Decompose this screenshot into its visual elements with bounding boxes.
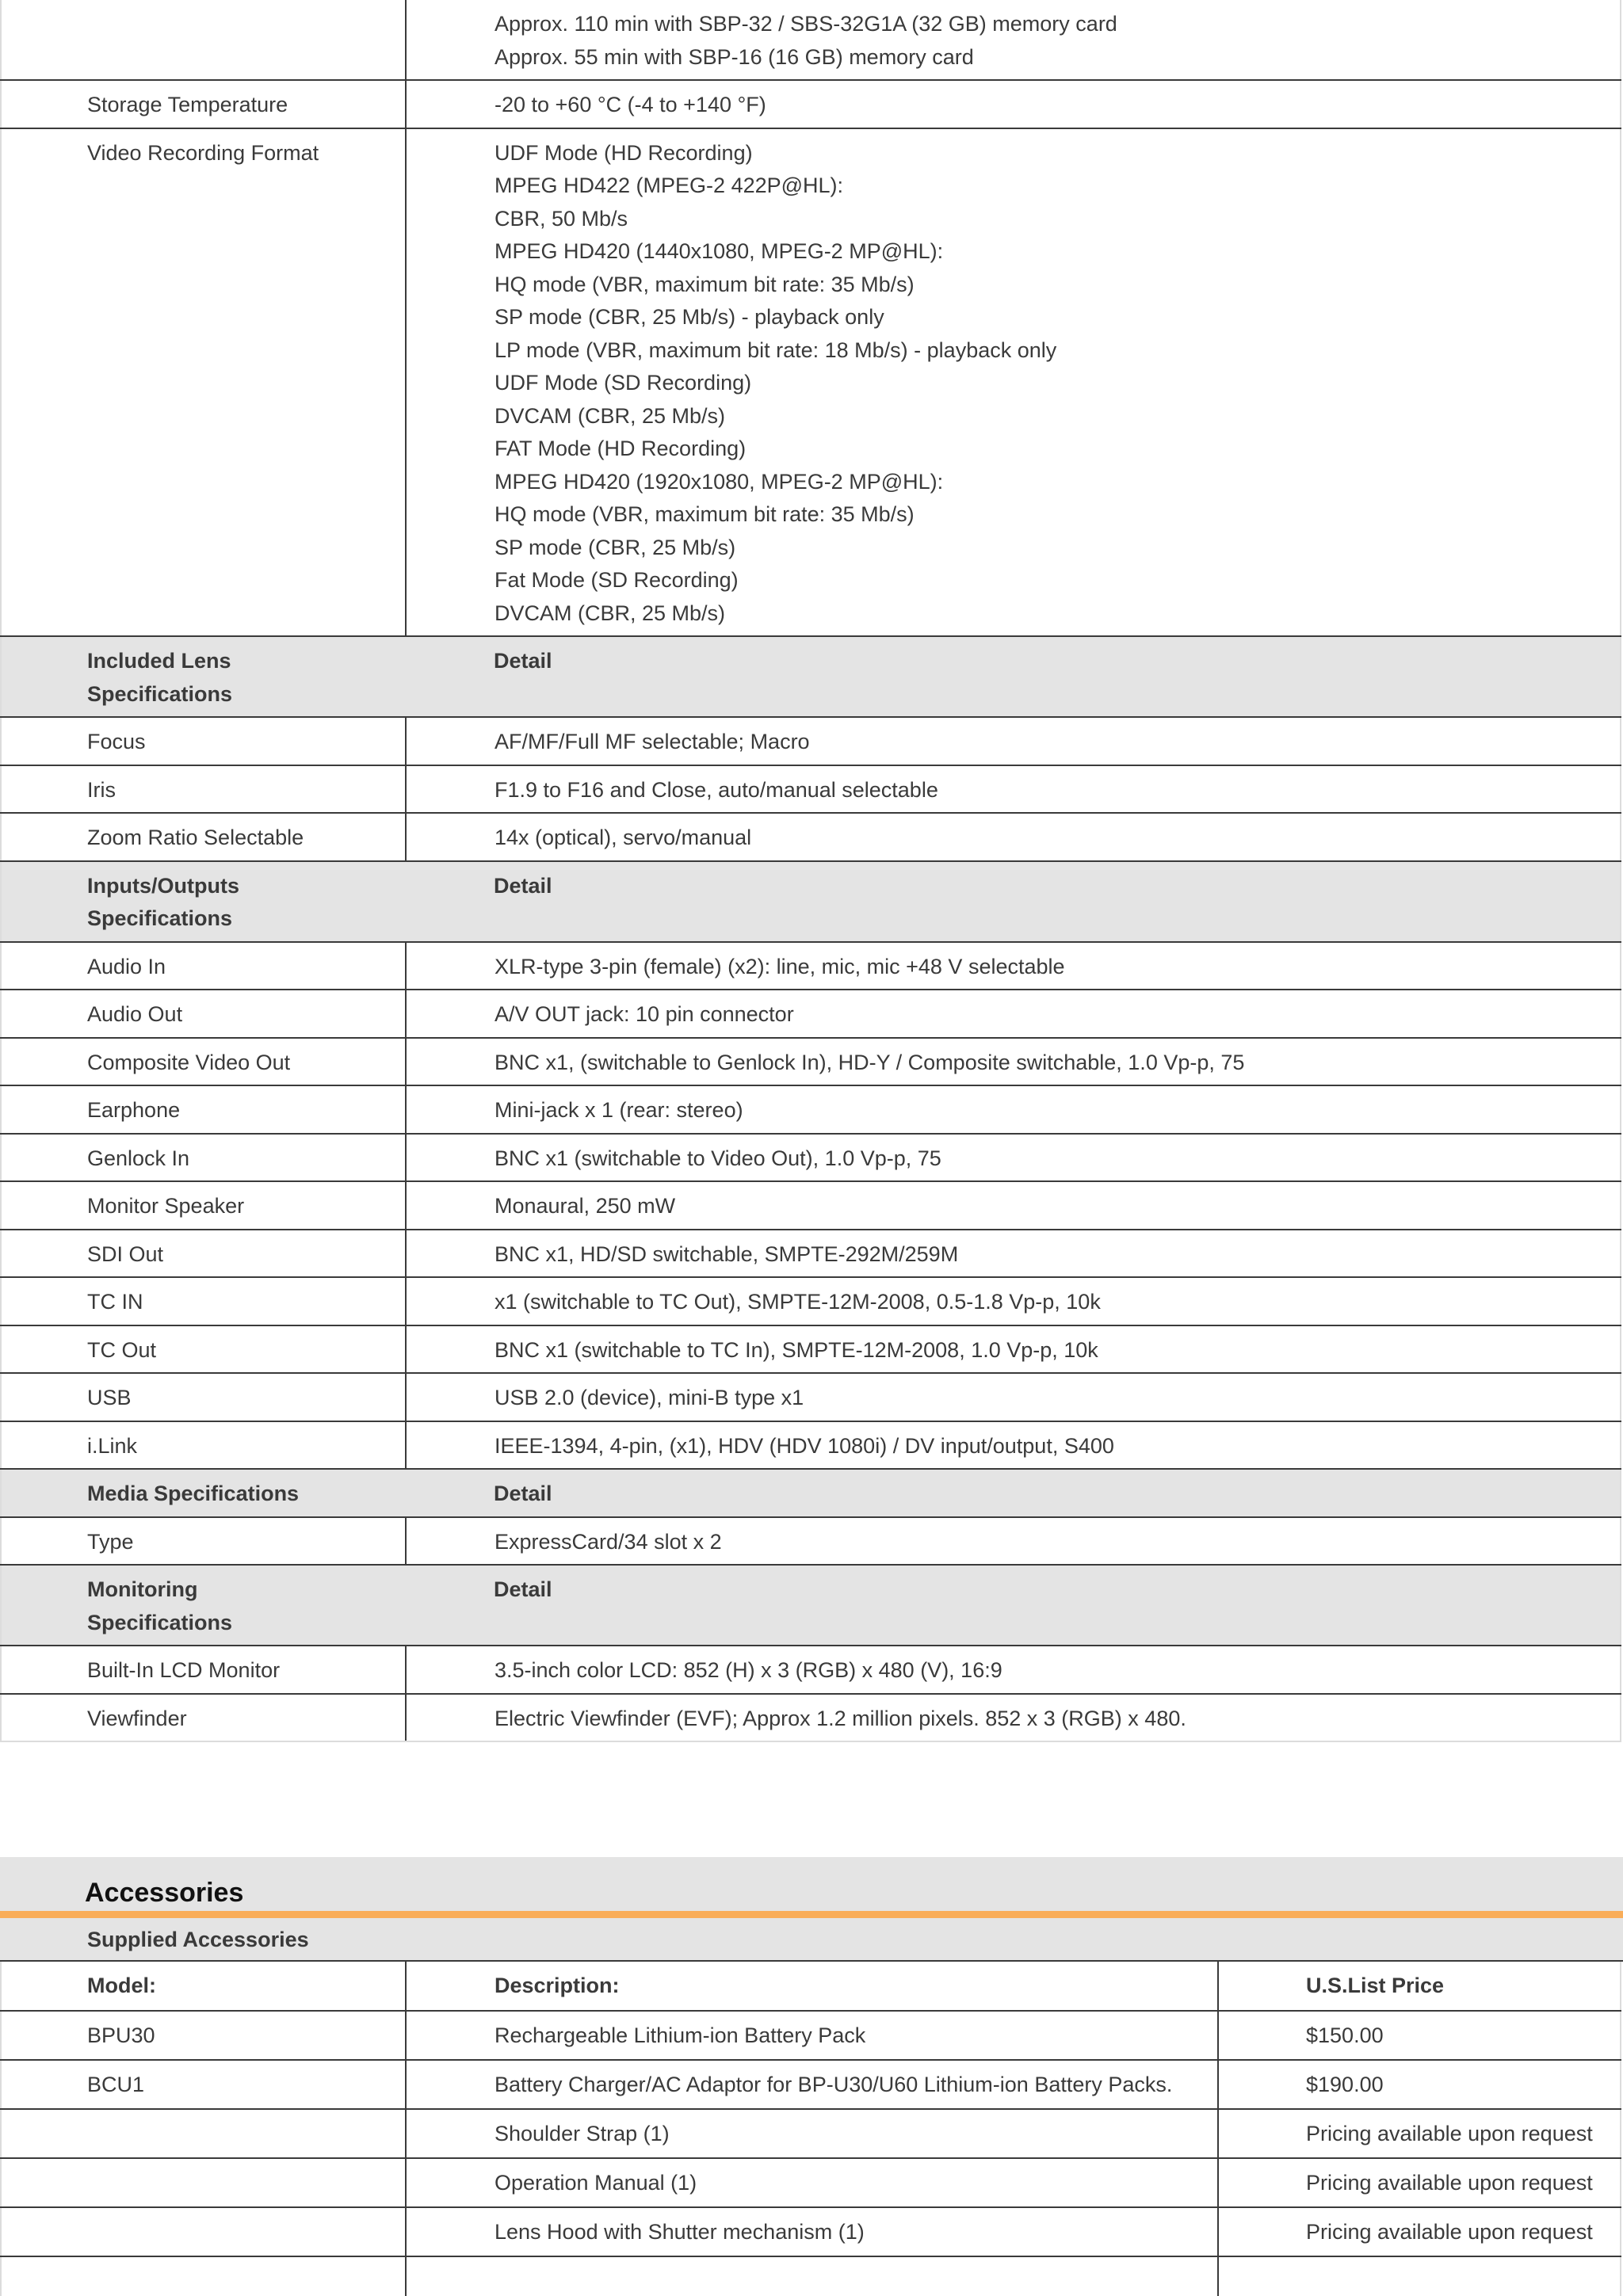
- cell-content: [495, 1182, 1620, 1229]
- spec-label: Focus: [87, 730, 146, 753]
- spec-value-line: F1.9 to F16 and Close, auto/manual selectable: [495, 777, 938, 802]
- cell-content: [495, 1326, 1620, 1373]
- spec-value-line: IEEE-1394, 4-pin, (x1), HDV (HDV 1080i) / DV input/output, S400: [495, 1433, 1114, 1458]
- spec-value-line: XLR-type 3-pin (female) (x2): line, mic, mic +48 V selectable: [495, 954, 1065, 978]
- spec-label-cell: [1, 1134, 406, 1182]
- spec-label-cell: [1, 1085, 406, 1134]
- spec-value-cell: [406, 717, 1621, 765]
- cell-content: [495, 1518, 1620, 1565]
- accessory-model: [1, 2207, 406, 2256]
- spec-row: [1, 1038, 1621, 1086]
- spec-label: i.Link: [87, 1433, 138, 1458]
- spec-label: SDI Out: [87, 1241, 164, 1266]
- section-detail-cell: [406, 1469, 1621, 1517]
- spec-section-header: [1, 1565, 1621, 1646]
- spec-value-cell: [406, 1325, 1621, 1374]
- accessory-row: [1, 2207, 1621, 2256]
- spec-value-line: BNC x1, HD/SD switchable, SMPTE-292M/259M: [495, 1241, 959, 1266]
- accessory-model: [1, 2109, 406, 2158]
- spec-value-cell: [406, 813, 1621, 861]
- spec-value-cell: [406, 1181, 1621, 1230]
- spec-value-line: -20 to +60 °C (-4 to +140 °F): [495, 93, 766, 116]
- spec-label: Viewfinder: [87, 1706, 187, 1730]
- spec-row: [1, 1421, 1621, 1470]
- cell-content: [495, 990, 1620, 1037]
- spec-value-line: CBR, 50 Mb/s: [495, 206, 628, 231]
- section-detail-label: Detail: [494, 1577, 552, 1601]
- accessory-description: Shoulder Strap (1): [406, 2109, 1218, 2158]
- model-column-header: Model:: [1, 1962, 406, 2011]
- spec-label: Earphone: [87, 1098, 181, 1122]
- cell-content: [495, 1039, 1620, 1085]
- cell-content: [495, 1278, 1620, 1325]
- accessory-price: Pricing available upon request: [1218, 2109, 1621, 2158]
- cell-content: [87, 1518, 405, 1565]
- spec-section-header: [1, 1469, 1621, 1517]
- spec-row: [1, 1694, 1621, 1742]
- spec-row: [1, 1181, 1621, 1230]
- spec-value-cell: [406, 1646, 1621, 1694]
- spec-label: Type: [87, 1529, 134, 1554]
- cell-content: [87, 1039, 405, 1085]
- spec-value-line: ExpressCard/34 slot x 2: [495, 1529, 722, 1554]
- cell-content: [495, 0, 1620, 79]
- accessory-description: Operation Manual (1): [406, 2158, 1218, 2207]
- spec-section-header: [1, 861, 1621, 942]
- spec-label-cell: [1, 1277, 406, 1325]
- spec-row: [1, 942, 1621, 990]
- cell-content: [87, 1646, 405, 1693]
- section-title-cell: [1, 636, 406, 717]
- spec-label: Monitor Speaker: [87, 1194, 245, 1218]
- cell-content: [87, 766, 405, 813]
- spec-value-line: USB 2.0 (device), mini-B type x1: [495, 1386, 804, 1409]
- spec-value-line: BNC x1 (switchable to Video Out), 1.0 Vp-p, 75: [495, 1146, 941, 1170]
- specifications-body: [1, 0, 1621, 1741]
- spec-row: [1, 1517, 1621, 1566]
- cell-content: [494, 862, 1620, 909]
- section-detail-cell: [406, 1565, 1621, 1646]
- spec-label-cell: [1, 1181, 406, 1230]
- accessory-model: [1, 2158, 406, 2207]
- spec-label-cell: [1, 1038, 406, 1086]
- cell-content: [495, 1695, 1620, 1741]
- accessories-table: [0, 1962, 1621, 2296]
- accessory-row: [1, 2158, 1621, 2207]
- cell-content: [87, 129, 405, 176]
- spec-value-line: Electric Viewfinder (EVF); Approx 1.2 million pixels. 852 x 3 (RGB) x 480.: [495, 1706, 1186, 1730]
- section-title-line: Media Specifications: [87, 1482, 300, 1505]
- spec-value-line: x1 (switchable to TC Out), SMPTE-12M-2008, 0.5-1.8 Vp-p, 10k: [495, 1290, 1101, 1314]
- spec-label: TC IN: [87, 1290, 143, 1314]
- cell-content: [87, 1566, 406, 1645]
- cell-content: [494, 1566, 1620, 1612]
- spec-row: [1, 1325, 1621, 1374]
- cell-content: [87, 1326, 405, 1373]
- spec-value-line: Approx. 110 min with SBP-32 / SBS-32G1A (32 GB) memory card: [495, 12, 1117, 36]
- cell-content: [87, 1374, 405, 1421]
- spec-value-cell: [406, 1230, 1621, 1278]
- spec-value-line: SP mode (CBR, 25 Mb/s): [495, 535, 736, 559]
- spec-label: Video Recording Format: [87, 140, 319, 165]
- accessories-section: [0, 1857, 1623, 2296]
- spec-value-cell: [406, 942, 1621, 990]
- spec-value-line: A/V OUT jack: 10 pin connector: [495, 1002, 794, 1026]
- spec-value-cell: [406, 1134, 1621, 1182]
- spec-value-cell: [406, 128, 1621, 637]
- spec-value-cell: [406, 80, 1621, 128]
- orange-divider: [0, 1911, 1623, 1918]
- cell-content: [87, 1695, 405, 1741]
- spec-row: [1, 1646, 1621, 1694]
- cell-content: [495, 814, 1620, 860]
- empty-cell: [406, 2256, 1218, 2296]
- accessory-row: [1, 2060, 1621, 2109]
- spec-row: [1, 1134, 1621, 1182]
- cell-content: [87, 1182, 405, 1229]
- section-detail-label: Detail: [494, 649, 552, 673]
- accessory-price: $190.00: [1218, 2060, 1621, 2109]
- spec-value-cell: [406, 1373, 1621, 1421]
- spec-label-cell: [1, 128, 406, 637]
- spec-value-cell: [406, 765, 1621, 814]
- spec-value-line: HQ mode (VBR, maximum bit rate: 35 Mb/s): [495, 502, 915, 526]
- section-detail-label: Detail: [494, 873, 552, 898]
- spec-value-line: MPEG HD422 (MPEG-2 422P@HL):: [495, 174, 844, 197]
- spec-label-cell: [1, 942, 406, 990]
- price-column-header: U.S.List Price: [1218, 1962, 1621, 2011]
- cell-content: [495, 718, 1620, 765]
- spec-label-cell: [1, 1230, 406, 1278]
- accessory-model: BCU1: [1, 2060, 406, 2109]
- accessory-description: Battery Charger/AC Adaptor for BP-U30/U60 Lithium-ion Battery Packs.: [406, 2060, 1218, 2109]
- spec-value-cell: [406, 1277, 1621, 1325]
- cell-content: [87, 637, 406, 716]
- spec-value-cell: [406, 1085, 1621, 1134]
- spec-row: [1, 0, 1621, 80]
- spec-label: Zoom Ratio Selectable: [87, 826, 304, 849]
- spec-label: Audio In: [87, 954, 166, 978]
- accessory-description: Rechargeable Lithium-ion Battery Pack: [406, 2011, 1218, 2060]
- spec-value-cell: [406, 0, 1621, 80]
- accessories-body: [1, 1962, 1621, 2296]
- spec-row: [1, 80, 1621, 128]
- accessory-row: [1, 2011, 1621, 2060]
- spec-row: [1, 1230, 1621, 1278]
- cell-content: [87, 862, 406, 941]
- spec-label-cell: [1, 990, 406, 1038]
- spec-value-line: UDF Mode (HD Recording): [495, 140, 753, 165]
- spec-value-line: Monaural, 250 mW: [495, 1194, 676, 1218]
- spec-label-cell: [1, 1373, 406, 1421]
- spec-label-cell: [1, 1646, 406, 1694]
- section-detail-cell: [406, 636, 1621, 717]
- accessory-empty-row: [1, 2256, 1621, 2296]
- cell-content: [495, 129, 1620, 636]
- cell-content: [87, 990, 405, 1037]
- spec-label: Composite Video Out: [87, 1050, 291, 1074]
- accessory-price: Pricing available upon request: [1218, 2158, 1621, 2207]
- accessory-description: Lens Hood with Shutter mechanism (1): [406, 2207, 1218, 2256]
- spec-label-cell: [1, 813, 406, 861]
- accessories-header-row: [1, 1962, 1621, 2011]
- supplied-accessories-bar: [0, 1918, 1623, 1962]
- section-title-line: Included Lens: [87, 649, 231, 673]
- accessory-price: $150.00: [1218, 2011, 1621, 2060]
- spec-value-line: FAT Mode (HD Recording): [495, 437, 747, 460]
- spec-value-cell: [406, 1517, 1621, 1566]
- cell-content: [494, 1470, 1620, 1516]
- cell-content: [495, 766, 1620, 813]
- spec-label-cell: [1, 1694, 406, 1742]
- spec-value-line: BNC x1, (switchable to Genlock In), HD-Y / Composite switchable, 1.0 Vp-p, 75: [495, 1050, 1245, 1074]
- cell-content: [495, 1646, 1620, 1693]
- spec-row: [1, 128, 1621, 637]
- spec-row: [1, 1373, 1621, 1421]
- empty-cell: [1, 2256, 406, 2296]
- section-title-line: Specifications: [87, 681, 233, 706]
- spec-value-line: UDF Mode (SD Recording): [495, 371, 752, 395]
- spec-value-line: Fat Mode (SD Recording): [495, 568, 739, 592]
- spec-value-line: Approx. 55 min with SBP-16 (16 GB) memory card: [495, 44, 974, 69]
- cell-content: [495, 1086, 1620, 1133]
- cell-content: [495, 1135, 1620, 1181]
- spec-label-cell: [1, 1325, 406, 1374]
- spec-value-line: LP mode (VBR, maximum bit rate: 18 Mb/s) - playback only: [495, 338, 1057, 362]
- cell-content: [87, 814, 405, 860]
- spec-value-line: MPEG HD420 (1920x1080, MPEG-2 MP@HL):: [495, 469, 944, 494]
- cell-content: [87, 1470, 406, 1516]
- spec-value-line: AF/MF/Full MF selectable; Macro: [495, 730, 810, 753]
- section-title-cell: [1, 1469, 406, 1517]
- accessory-price: Pricing available upon request: [1218, 2207, 1621, 2256]
- section-title-line: Specifications: [87, 1610, 233, 1634]
- cell-content: [87, 1278, 405, 1325]
- section-title-line: Inputs/Outputs: [87, 873, 239, 898]
- spec-value-line: BNC x1 (switchable to TC In), SMPTE-12M-2008, 1.0 Vp-p, 10k: [495, 1337, 1098, 1362]
- cell-content: [495, 81, 1620, 128]
- spec-label-cell: [1, 0, 406, 80]
- section-title-line: Monitoring: [87, 1577, 198, 1601]
- spec-value-line: 14x (optical), servo/manual: [495, 826, 752, 849]
- spec-label: Built-In LCD Monitor: [87, 1658, 281, 1682]
- cell-content: [87, 1230, 405, 1277]
- spec-label: Iris: [87, 777, 116, 802]
- spec-label: TC Out: [87, 1337, 157, 1362]
- cell-content: [495, 1374, 1620, 1421]
- section-detail-cell: [406, 861, 1621, 942]
- cell-content: [494, 637, 1620, 684]
- spec-label: Audio Out: [87, 1002, 183, 1026]
- spec-value-cell: [406, 1421, 1621, 1470]
- spec-label-cell: [1, 1517, 406, 1566]
- spec-row: [1, 990, 1621, 1038]
- accessory-row: [1, 2109, 1621, 2158]
- spec-row: [1, 1085, 1621, 1134]
- spec-label: USB: [87, 1386, 132, 1409]
- cell-content: [87, 943, 405, 990]
- accessories-heading: Accessories: [85, 1878, 244, 1908]
- spec-label: Storage Temperature: [87, 93, 288, 116]
- section-title-cell: [1, 1565, 406, 1646]
- spec-value-line: Mini-jack x 1 (rear: stereo): [495, 1098, 743, 1122]
- spec-value-cell: [406, 1694, 1621, 1742]
- spec-row: [1, 717, 1621, 765]
- spec-value-cell: [406, 990, 1621, 1038]
- cell-content: [87, 81, 405, 128]
- spec-label-cell: [1, 80, 406, 128]
- spec-row: [1, 1277, 1621, 1325]
- spec-value-line: MPEG HD420 (1440x1080, MPEG-2 MP@HL):: [495, 239, 944, 263]
- cell-content: [87, 1422, 405, 1469]
- spec-label-cell: [1, 717, 406, 765]
- spec-row: [1, 813, 1621, 861]
- spec-value-line: DVCAM (CBR, 25 Mb/s): [495, 601, 726, 625]
- spec-value-cell: [406, 1038, 1621, 1086]
- section-detail-label: Detail: [494, 1482, 552, 1505]
- cell-content: [87, 0, 405, 13]
- spec-label-cell: [1, 765, 406, 814]
- cell-content: [495, 1230, 1620, 1277]
- spec-label-cell: [1, 1421, 406, 1470]
- cell-content: [87, 718, 405, 765]
- spec-value-line: 3.5-inch color LCD: 852 (H) x 3 (RGB) x 480 (V), 16:9: [495, 1658, 1002, 1682]
- accessory-model: BPU30: [1, 2011, 406, 2060]
- spec-row: [1, 765, 1621, 814]
- supplied-accessories-label: Supplied Accessories: [87, 1928, 309, 1951]
- section-title-cell: [1, 861, 406, 942]
- accessories-title-bar: [0, 1857, 1623, 1911]
- spec-value-line: DVCAM (CBR, 25 Mb/s): [495, 403, 726, 428]
- section-title-line: Specifications: [87, 906, 233, 930]
- spec-label: Genlock In: [87, 1146, 190, 1170]
- cell-content: [87, 1135, 405, 1181]
- description-column-header: Description:: [406, 1962, 1218, 2011]
- cell-content: [495, 1422, 1620, 1469]
- spec-value-line: HQ mode (VBR, maximum bit rate: 35 Mb/s): [495, 272, 915, 296]
- cell-content: [87, 1086, 405, 1133]
- empty-cell: [1218, 2256, 1621, 2296]
- spec-value-line: SP mode (CBR, 25 Mb/s) - playback only: [495, 305, 884, 329]
- cell-content: [495, 943, 1620, 990]
- spec-section-header: [1, 636, 1621, 717]
